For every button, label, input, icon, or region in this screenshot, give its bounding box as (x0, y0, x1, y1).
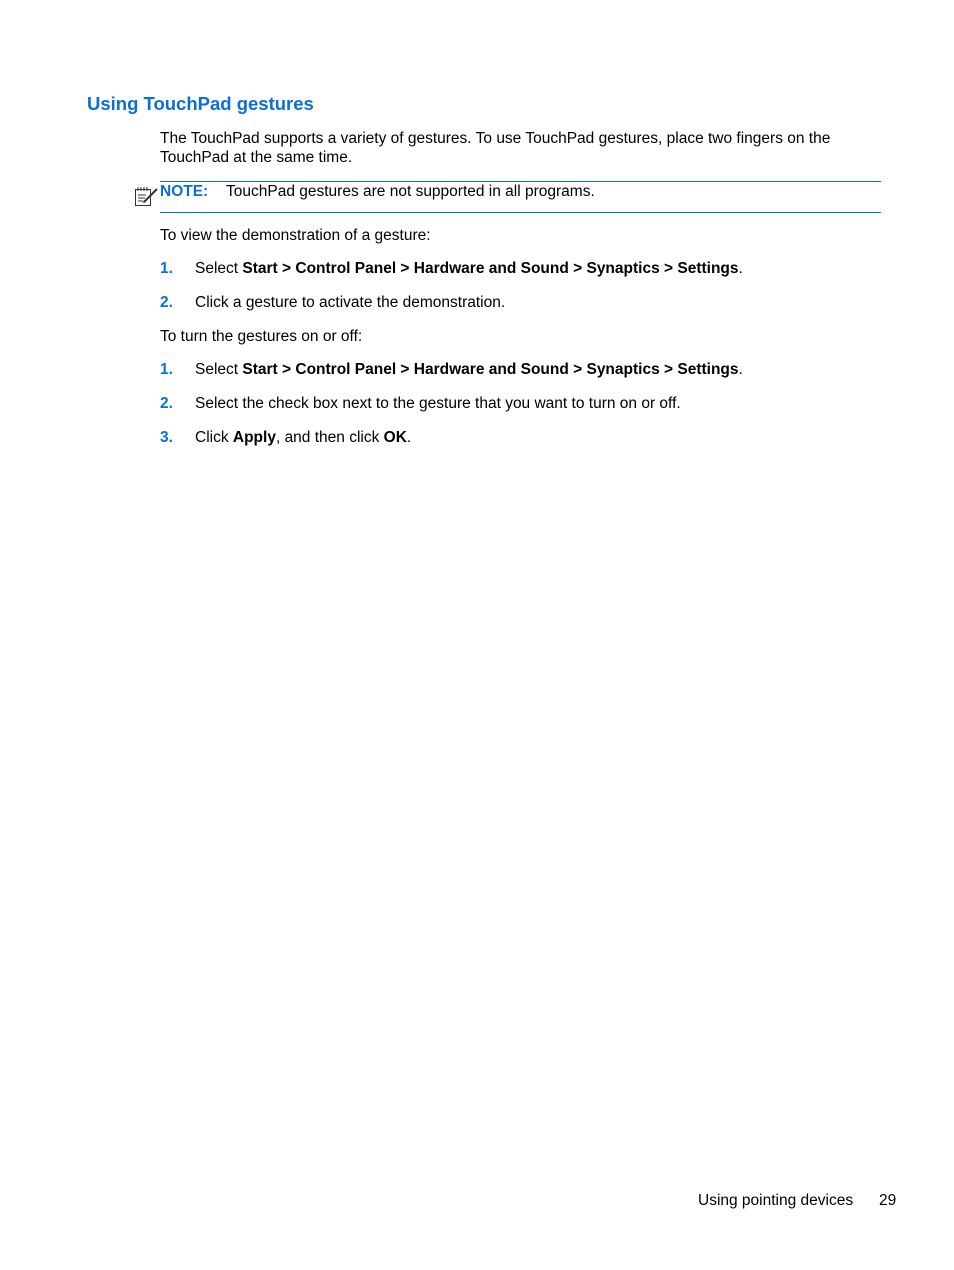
note-bottom-rule (160, 212, 881, 213)
step-text: Click Apply, and then click OK. (195, 429, 412, 446)
toggle-lead: To turn the gestures on or off: (160, 328, 363, 345)
footer-section-name: Using pointing devices (698, 1192, 854, 1209)
step-number: 1. (160, 361, 173, 378)
intro-paragraph: The TouchPad supports a variety of gestures. To use TouchPad gestures, place two fingers on the TouchPad at the same time. (160, 130, 831, 166)
note-label: NOTE: (160, 183, 209, 200)
section-title: Using TouchPad gestures (87, 93, 314, 114)
demo-lead: To view the demonstration of a gesture: (160, 227, 431, 244)
step-number: 2. (160, 395, 173, 412)
note-text: TouchPad gestures are not supported in all programs. (226, 183, 595, 200)
page-number: 29 (879, 1192, 897, 1209)
step-number: 1. (160, 260, 173, 277)
step-number: 3. (160, 429, 173, 446)
step-text: Select the check box next to the gesture that you want to turn on or off. (195, 395, 681, 412)
note-box (134, 181, 881, 212)
step-text: Select Start > Control Panel > Hardware and Sound > Synaptics > Settings. (195, 361, 743, 378)
note-top-rule (160, 181, 881, 182)
step-number: 2. (160, 294, 173, 311)
note-pad-icon (134, 184, 160, 208)
step-text: Click a gesture to activate the demonstration. (195, 294, 506, 311)
step-text: Select Start > Control Panel > Hardware and Sound > Synaptics > Settings. (195, 260, 743, 277)
